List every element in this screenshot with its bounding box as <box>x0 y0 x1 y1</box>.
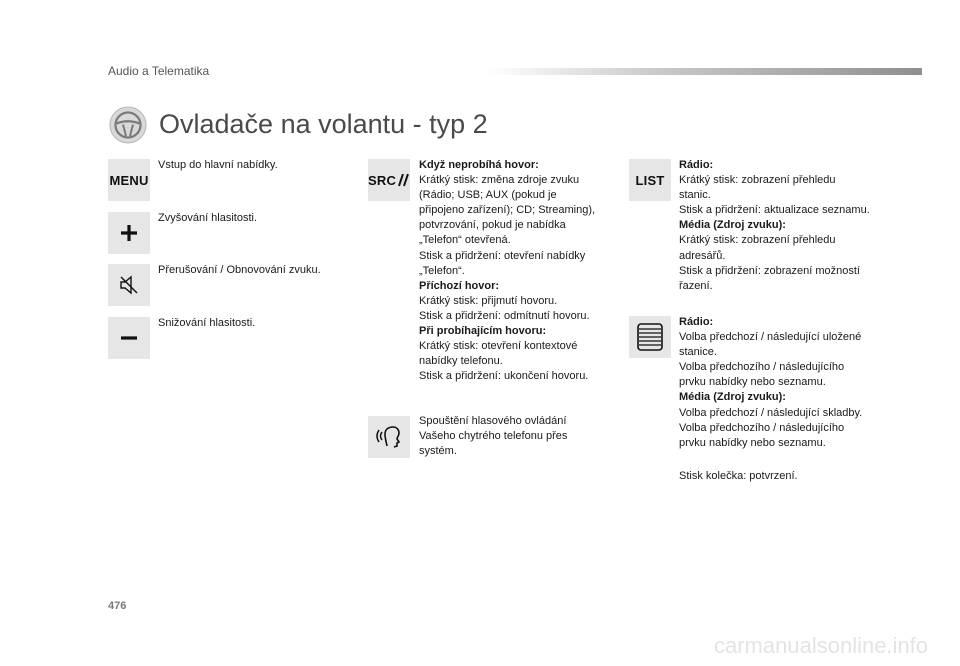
menu-label: MENU <box>109 172 149 188</box>
src-line: „Telefon“. <box>419 264 465 277</box>
src-line: potvrzování, pokud je nabídka <box>419 219 566 232</box>
wheel-line: Volba předchozího / následujícího <box>679 361 845 374</box>
src-line: „Telefon“ otevřená. <box>419 234 511 247</box>
src-line: Když neprobíhá hovor: <box>419 159 539 171</box>
press-description <box>679 469 798 484</box>
phone-slash-icon <box>396 172 410 188</box>
wheel-line: stanice. <box>679 346 717 359</box>
plus-desc-text: Zvyšování hlasitosti. <box>158 212 258 224</box>
wheel-line: prvku nabídky nebo seznamu. <box>679 436 826 449</box>
volume-up-description <box>158 211 257 226</box>
wheel-line: Volba předchozího / následujícího <box>679 421 845 434</box>
src-label: SRC <box>368 172 397 188</box>
src-line: Příchozí hovor: <box>419 279 500 292</box>
mute-description <box>158 263 321 278</box>
minus-icon <box>108 317 150 359</box>
mute-icon <box>108 264 150 306</box>
list-label: LIST <box>635 172 665 188</box>
list-line: Rádio: <box>679 159 714 171</box>
wheel-line: Média (Zdroj zvuku): <box>679 391 786 404</box>
list-line: řazení. <box>679 279 713 292</box>
src-line: Stisk a přidržení: odmítnutí hovoru. <box>419 309 590 322</box>
thumbwheel-description <box>679 315 862 451</box>
menu-button-icon <box>108 159 150 201</box>
section-label: Audio a Telematika <box>108 64 210 78</box>
menu-desc-text: Vstup do hlavní nabídky. <box>158 159 278 171</box>
src-line: Krátký stisk: změna zdroje zvuku <box>419 174 580 187</box>
list-line: Krátký stisk: zobrazení přehledu <box>679 234 836 247</box>
voice-line: systém. <box>419 445 457 458</box>
volume-down-description <box>158 316 255 331</box>
steering-wheel-icon <box>109 106 147 144</box>
src-line: připojeno zařízení); CD; Streaming), <box>419 204 596 217</box>
header-bar <box>488 68 922 75</box>
src-button-icon <box>368 159 410 201</box>
page-number: 476 <box>108 600 127 612</box>
menu-description <box>158 158 278 173</box>
src-line: Stisk a přidržení: ukončení hovoru. <box>419 370 589 383</box>
press-desc-text: Stisk kolečka: potvrzení. <box>679 470 798 482</box>
wheel-line: prvku nabídky nebo seznamu. <box>679 376 826 389</box>
page-title: Ovladače na volantu - typ 2 <box>159 109 488 139</box>
wheel-line: Volba předchozí / následující skladby. <box>679 406 863 419</box>
src-line: nabídky telefonu. <box>419 355 503 368</box>
list-line: Média (Zdroj zvuku): <box>679 219 786 232</box>
list-line: Stisk a přidržení: aktualizace seznamu. <box>679 204 870 217</box>
list-button-icon <box>629 159 671 201</box>
src-line: Při probíhajícím hovoru: <box>419 325 547 338</box>
voice-line: Spouštění hlasového ovládání <box>419 415 567 427</box>
minus-desc-text: Snižování hlasitosti. <box>158 317 256 329</box>
list-line: Stisk a přidržení: zobrazení možností <box>679 264 860 277</box>
src-line: (Rádio; USB; AUX (pokud je <box>419 189 557 202</box>
voice-description <box>419 414 567 459</box>
voice-command-icon <box>368 416 410 458</box>
wheel-line: Rádio: <box>679 316 714 328</box>
src-line: Krátký stisk: přijmutí hovoru. <box>419 294 558 307</box>
src-line: Krátký stisk: otevření kontextové <box>419 340 578 353</box>
src-line: Stisk a přidržení: otevření nabídky <box>419 249 586 262</box>
list-line: adresářů. <box>679 249 726 262</box>
list-description <box>679 158 870 294</box>
mute-desc-text: Přerušování / Obnovování zvuku. <box>158 264 321 276</box>
watermark: carmanualsonline.info <box>714 633 929 658</box>
list-line: Krátký stisk: zobrazení přehledu <box>679 174 836 187</box>
thumbwheel-icon <box>629 316 671 358</box>
voice-line: Vašeho chytrého telefonu přes <box>419 430 568 443</box>
list-line: stanic. <box>679 189 711 202</box>
wheel-line: Volba předchozí / následující uložené <box>679 331 862 344</box>
src-description <box>419 158 595 384</box>
plus-icon <box>108 212 150 254</box>
